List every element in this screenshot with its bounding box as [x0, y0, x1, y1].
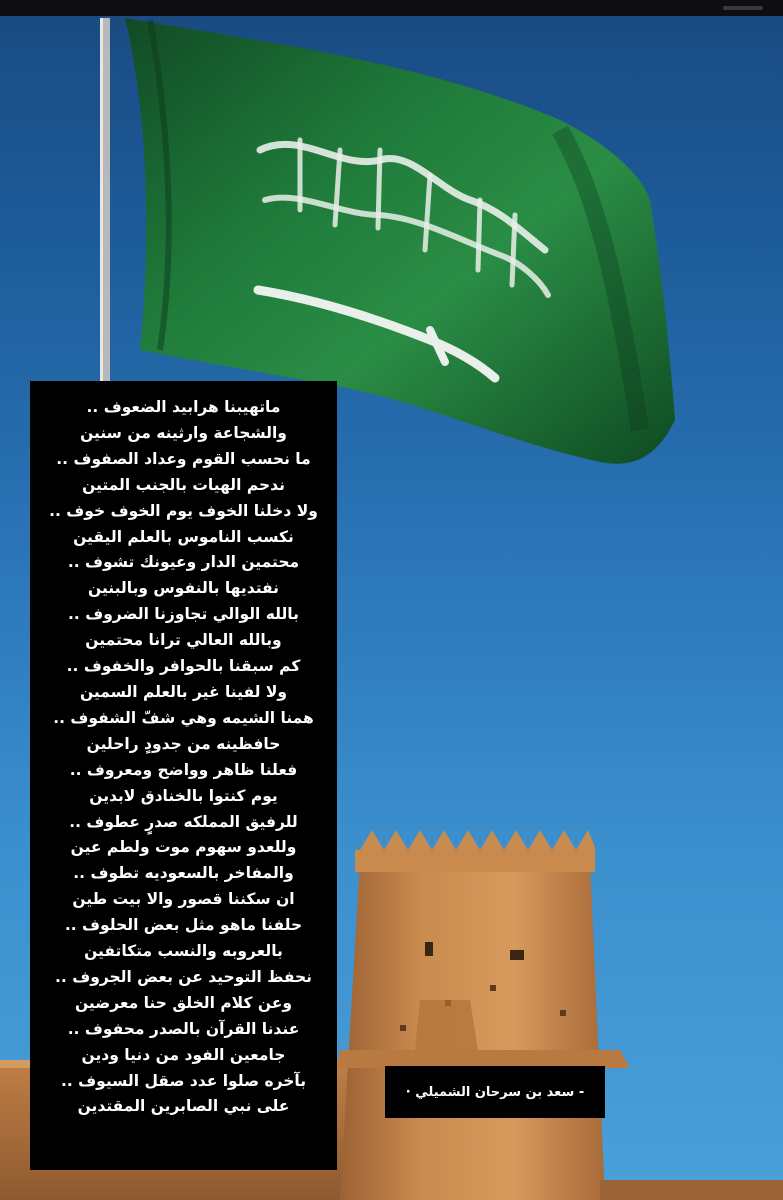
- poem-line: وبالله العالي ترانا محتمين: [85, 631, 282, 650]
- poem-line: فعلنا ظاهر وواضح ومعروف ..: [69, 760, 298, 779]
- poem-line: والشجاعة وارثينه من سنين: [80, 423, 287, 442]
- poem-line: نكسب الناموس بالعلم اليقين: [73, 527, 294, 546]
- poem-line: والمفاخر بالسعوديه تطوف ..: [73, 864, 294, 883]
- poem-line: جامعين الفود من دنيا ودين: [81, 1045, 286, 1064]
- poem-line: حافظينه من جدودٍ راحلين: [86, 734, 281, 753]
- poem-line: ولا لفينا غير بالعلم السمين: [79, 682, 288, 701]
- poem-line: كم سبقنا بالحوافر والخفوف ..: [66, 657, 301, 676]
- poem-line: ندحم الهيات بالجنب المتين: [82, 475, 285, 494]
- signature-text: - سعد بن سرحان الشميلي ·: [405, 1084, 585, 1100]
- poem-line: وعن كلام الخلق حنا معرضين: [74, 993, 293, 1012]
- poem-line: نحفظ التوحيد عن بعض الجروف ..: [55, 967, 312, 986]
- poem-line: نفتديها بالنفوس وبالبنين: [88, 579, 279, 598]
- status-indicator: [723, 6, 763, 10]
- poem-panel: [30, 381, 337, 1170]
- poem-line: ماتهيبنا هرابيد الضعوف ..: [86, 398, 281, 416]
- poem-line: بآخره صلوا عدد صقل السيوف ..: [60, 1071, 307, 1090]
- poem-line: عندنا القرآن بالصدر محفوف ..: [67, 1019, 300, 1038]
- poem-line: ما نحسب القوم وعداد الصفوف ..: [56, 449, 311, 468]
- poem-line: للرفيق المملكه صدرٍ عطوف ..: [69, 812, 298, 831]
- poem-line: همنا الشيمه وهي شفّ الشفوف ..: [53, 708, 314, 727]
- poem-line: بالله الوالي تجاوزنا الضروف ..: [68, 605, 299, 624]
- top-status-bar: [0, 0, 783, 16]
- masmak-fort-icon: [336, 830, 630, 1200]
- poem-line: محتمين الدار وعيونك تشوف ..: [67, 553, 300, 572]
- poem-line: على نبي الصابرين المقتدين: [77, 1097, 290, 1116]
- poem-line: وللعدو سهوم موت ولطم عين: [70, 838, 297, 857]
- poem-line: بالعروبه والنسب متكاتفين: [84, 942, 283, 961]
- poem-line: ولا دخلنا الخوف يوم الخوف خوف ..: [49, 501, 318, 520]
- poem-line: يوم كنتوا بالخنادق لابدين: [89, 786, 278, 805]
- poem-line: ان سكننا قصور والا بيت طين: [72, 890, 295, 909]
- signature-panel: [385, 1066, 605, 1118]
- poem-line: حلفنا ماهو مثل بعض الحلوف ..: [64, 916, 303, 935]
